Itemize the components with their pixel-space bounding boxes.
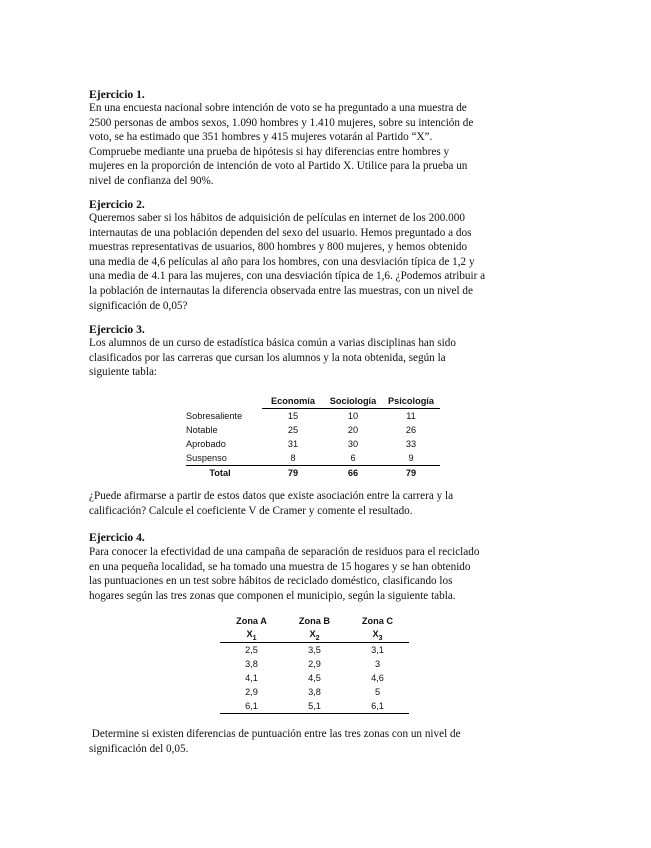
variable-symbol: X bbox=[309, 628, 316, 639]
recycling-scores-table bbox=[220, 614, 409, 714]
table-row bbox=[186, 423, 440, 437]
variable-header bbox=[220, 628, 283, 643]
total-cell: 66 bbox=[347, 468, 359, 478]
ejercicio-4-intro bbox=[89, 545, 519, 603]
text-line: voto, se ha estimado que 351 hombres y 415 mujeres votarán al Partido “X”. bbox=[89, 131, 433, 144]
table-cell: 20 bbox=[347, 425, 359, 435]
table-cell: 4,6 bbox=[371, 673, 384, 683]
text-line: ¿Puede afirmarse a partir de estos datos que existe asociación entre la carrera y la bbox=[89, 490, 454, 502]
column-header: Zona C bbox=[361, 616, 394, 626]
ejercicio-4-question bbox=[89, 727, 519, 756]
ejercicio-1-title: Ejercicio 1. bbox=[89, 88, 145, 101]
table-row bbox=[186, 409, 440, 424]
table-row bbox=[220, 685, 409, 699]
table-cell: 11 bbox=[406, 411, 416, 421]
table-cell: 5 bbox=[374, 687, 381, 697]
table-row bbox=[220, 699, 409, 714]
ejercicio-3-title: Ejercicio 3. bbox=[89, 323, 145, 336]
table-cell: 4,5 bbox=[308, 673, 321, 683]
text-line: significación de 0,05? bbox=[89, 299, 188, 312]
ejercicio-4-title: Ejercicio 4. bbox=[89, 531, 145, 544]
variable-header bbox=[346, 628, 409, 643]
table-cell: 3,1 bbox=[371, 645, 384, 655]
variable-symbol: X bbox=[372, 628, 379, 639]
row-label: Notable bbox=[186, 425, 218, 435]
table-cell: 3 bbox=[374, 659, 381, 669]
table-cell: 31 bbox=[287, 439, 299, 449]
table-row bbox=[186, 437, 440, 451]
column-header: Economía bbox=[262, 394, 324, 409]
grades-table bbox=[186, 394, 440, 480]
table-cell: 6 bbox=[324, 451, 382, 466]
table-cell: 2,9 bbox=[245, 687, 258, 697]
text-line: 2500 personas de ambos sexos, 1.090 hombres y 1.410 mujeres, sobre su intención de bbox=[89, 116, 474, 129]
table-corner bbox=[186, 394, 262, 409]
table-cell: 15 bbox=[287, 411, 299, 421]
table-cell: 9 bbox=[382, 451, 440, 466]
text-line: Los alumnos de un curso de estadística básica común a varias disciplinas han sido bbox=[89, 337, 456, 349]
ejercicio-3-intro bbox=[89, 336, 519, 380]
total-cell: 79 bbox=[405, 468, 417, 478]
table-header-row bbox=[220, 614, 409, 628]
table-row bbox=[186, 451, 440, 466]
text-line: en una pequeña localidad, se ha tomado una muestra de 15 hogares y se han obtenido bbox=[89, 560, 471, 573]
table-cell: 3,8 bbox=[308, 687, 321, 697]
column-header: Sociología bbox=[324, 394, 382, 409]
ejercicio-3-question bbox=[89, 489, 519, 518]
row-label: Suspenso bbox=[186, 451, 262, 466]
table-cell: 4,1 bbox=[245, 673, 258, 683]
text-line: siguiente tabla: bbox=[89, 366, 158, 379]
table-cell: 2,5 bbox=[245, 645, 258, 655]
table-row bbox=[220, 671, 409, 685]
total-label: Total bbox=[209, 468, 231, 478]
table-cell: 5,1 bbox=[283, 699, 346, 714]
text-line: Para conocer la efectividad de una campaña de separación de residuos para el reciclado bbox=[89, 546, 480, 558]
total-cell: 79 bbox=[287, 468, 299, 478]
text-line: una media de 4,6 películas al año para los hombres, con una desviación típica de 1,2 y bbox=[89, 255, 475, 268]
text-line: internautas de una población dependen del sexo del usuario. Hemos preguntado a dos bbox=[89, 226, 472, 239]
text-line: hogares según las tres zonas que componen el municipio, según la siguiente tabla. bbox=[89, 589, 456, 602]
ejercicio-2-text bbox=[89, 211, 519, 313]
text-line: Queremos saber si los hábitos de adquisición de películas en internet de los 200.000 bbox=[89, 212, 465, 224]
variable-header bbox=[283, 628, 346, 643]
text-line: Compruebe mediante una prueba de hipótesis si hay diferencias entre hombres y bbox=[89, 145, 450, 158]
table-cell: 6,1 bbox=[220, 699, 283, 714]
table-cell: 8 bbox=[262, 451, 324, 466]
variable-symbol: X bbox=[246, 628, 253, 639]
ejercicio-1-text bbox=[89, 101, 519, 189]
table-cell: 33 bbox=[405, 439, 417, 449]
variable-subscript: 1 bbox=[252, 634, 257, 642]
text-line: una media de 4.1 para las mujeres, con una desviación típica de 1,6. ¿Podemos atribuir a bbox=[89, 270, 486, 283]
table-cell: 30 bbox=[347, 439, 359, 449]
table-cell: 25 bbox=[287, 425, 299, 435]
table-header-row bbox=[186, 394, 440, 409]
table-subheader-row bbox=[220, 628, 409, 643]
text-line: clasificados por las carreras que cursan los alumnos y la nota obtenida, según la bbox=[89, 351, 446, 364]
ejercicio-2-title: Ejercicio 2. bbox=[89, 198, 145, 211]
variable-subscript: 3 bbox=[378, 634, 383, 642]
table-total-row bbox=[186, 466, 440, 481]
table-cell: 10 bbox=[347, 411, 359, 421]
column-header: Zona A bbox=[236, 616, 267, 626]
text-line: calificación? Calcule el coeficiente V de Cramer y comente el resultado. bbox=[89, 504, 413, 517]
table-cell: 26 bbox=[405, 425, 417, 435]
table-cell: 3,5 bbox=[308, 645, 321, 655]
text-line: muestras representativas de usuarios, 800 hombres y 800 mujeres, y hemos obtenido bbox=[89, 241, 468, 254]
text-line: mujeres en la proporción de intención de voto al Partido X. Utilice para la prueba un bbox=[89, 160, 468, 173]
text-line: significación del 0,05. bbox=[89, 742, 189, 755]
text-line: En una encuesta nacional sobre intención de voto se ha preguntado a una muestra de bbox=[89, 102, 467, 114]
text-line: la población de internautas la diferencia observada entre las muestras, con un nivel de bbox=[89, 284, 473, 297]
table-cell: 2,9 bbox=[308, 659, 321, 669]
table-cell: 6,1 bbox=[346, 699, 409, 714]
variable-subscript: 2 bbox=[315, 634, 320, 642]
row-label: Aprobado bbox=[186, 439, 226, 449]
row-label: Sobresaliente bbox=[186, 410, 243, 421]
table-row bbox=[220, 657, 409, 671]
text-line: nivel de confianza del 90%. bbox=[89, 174, 214, 187]
text-line: las puntuaciones en un test sobre hábitos de reciclado doméstico, clasificando los bbox=[89, 575, 453, 588]
table-cell: 3,8 bbox=[245, 659, 258, 669]
column-header: Psicología bbox=[382, 394, 440, 409]
table-row bbox=[220, 643, 409, 658]
column-header: Zona B bbox=[298, 616, 331, 626]
text-line: Determine si existen diferencias de puntuación entre las tres zonas con un nivel de bbox=[89, 728, 461, 740]
